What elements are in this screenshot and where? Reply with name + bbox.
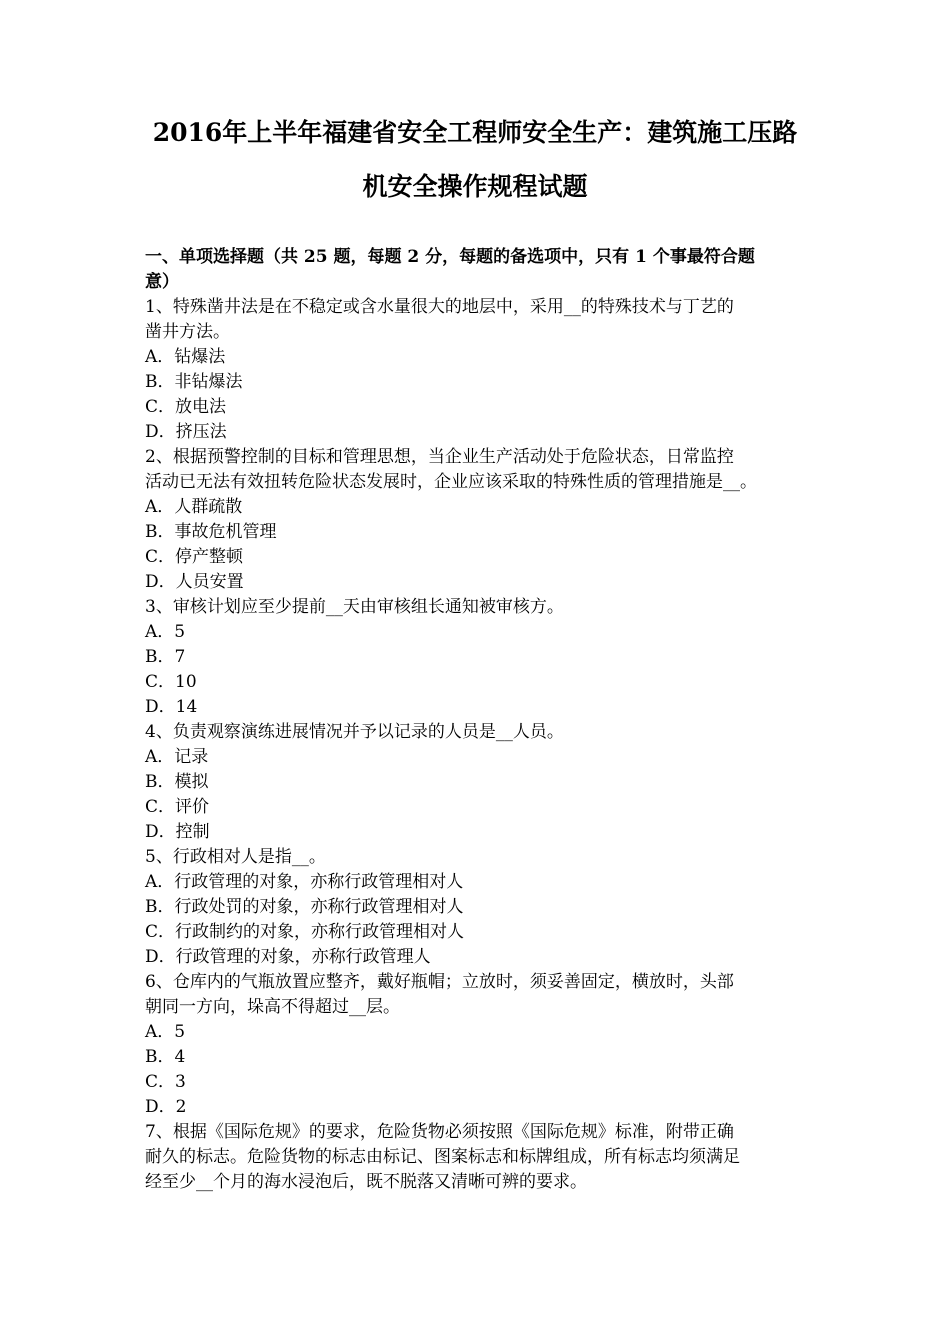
option-d: D．人员安置 — [145, 572, 244, 592]
option-c: C．10 — [145, 672, 197, 692]
question-1 — [145, 295, 815, 445]
question-text: 1、特殊凿井法是在不稳定或含水量很大的地层中，采用__的特殊技术与丁艺的 — [145, 297, 734, 317]
question-3 — [145, 595, 815, 720]
option-a: A．钻爆法 — [145, 347, 226, 367]
option-b: B．7 — [145, 647, 186, 667]
question-text: 3、审核计划应至少提前__天由审核组长通知被审核方。 — [145, 597, 564, 617]
option-c: C．评价 — [145, 797, 210, 817]
question-7 — [145, 1120, 815, 1195]
option-c: C．3 — [145, 1072, 186, 1092]
option-b: B．行政处罚的对象，亦称行政管理相对人 — [145, 897, 464, 917]
question-text: 朝同一方向，垛高不得超过__层。 — [145, 997, 400, 1017]
option-b: B．模拟 — [145, 772, 209, 792]
option-d: D．控制 — [145, 822, 210, 842]
option-d: D．行政管理的对象，亦称行政管理人 — [145, 947, 431, 967]
option-d: D．14 — [145, 697, 198, 717]
option-b: B．非钻爆法 — [145, 372, 243, 392]
document-title-line-1: 2016年上半年福建省安全工程师安全生产：建筑施工压路 — [152, 118, 798, 147]
document-body — [145, 245, 815, 1195]
question-text: 耐久的标志。危险货物的标志由标记、图案标志和标牌组成，所有标志均须满足 — [145, 1147, 740, 1167]
question-4 — [145, 720, 815, 845]
option-c: C．行政制约的对象，亦称行政管理相对人 — [145, 922, 465, 942]
section-heading: 一、单项选择题（共 25 题，每题 2 分，每题的备选项中，只有 1 个事最符合题 — [145, 247, 755, 267]
question-text: 7、根据《国际危规》的要求，危险货物必须按照《国际危规》标准，附带正确 — [145, 1122, 734, 1142]
question-text: 经至少__个月的海水浸泡后，既不脱落又清晰可辨的要求。 — [145, 1172, 587, 1192]
section-heading-continued: 意） — [145, 272, 179, 292]
document-title-line-2: 机安全操作规程试题 — [362, 172, 588, 201]
question-text: 4、负责观察演练进展情况并予以记录的人员是__人员。 — [145, 722, 564, 742]
option-c: C．放电法 — [145, 397, 227, 417]
option-d: D．2 — [145, 1097, 187, 1117]
question-text: 5、行政相对人是指__。 — [145, 847, 326, 867]
option-a: A．人群疏散 — [145, 497, 243, 517]
question-2 — [145, 445, 815, 595]
option-b: B．事故危机管理 — [145, 522, 277, 542]
option-b: B．4 — [145, 1047, 186, 1067]
question-text: 活动已无法有效扭转危险状态发展时，企业应该采取的特殊性质的管理措施是__。 — [145, 472, 757, 492]
option-a: A．5 — [145, 1022, 186, 1042]
option-c: C．停产整顿 — [145, 547, 244, 567]
question-5 — [145, 845, 815, 970]
question-6 — [145, 970, 815, 1120]
option-a: A．行政管理的对象，亦称行政管理相对人 — [145, 872, 464, 892]
option-a: A．5 — [145, 622, 186, 642]
option-d: D．挤压法 — [145, 422, 227, 442]
option-a: A．记录 — [145, 747, 209, 767]
question-text: 6、仓库内的气瓶放置应整齐，戴好瓶帽；立放时，须妥善固定，横放时，头部 — [145, 972, 734, 992]
question-text: 凿井方法。 — [145, 322, 230, 342]
question-text: 2、根据预警控制的目标和管理思想，当企业生产活动处于危险状态，日常监控 — [145, 447, 734, 467]
